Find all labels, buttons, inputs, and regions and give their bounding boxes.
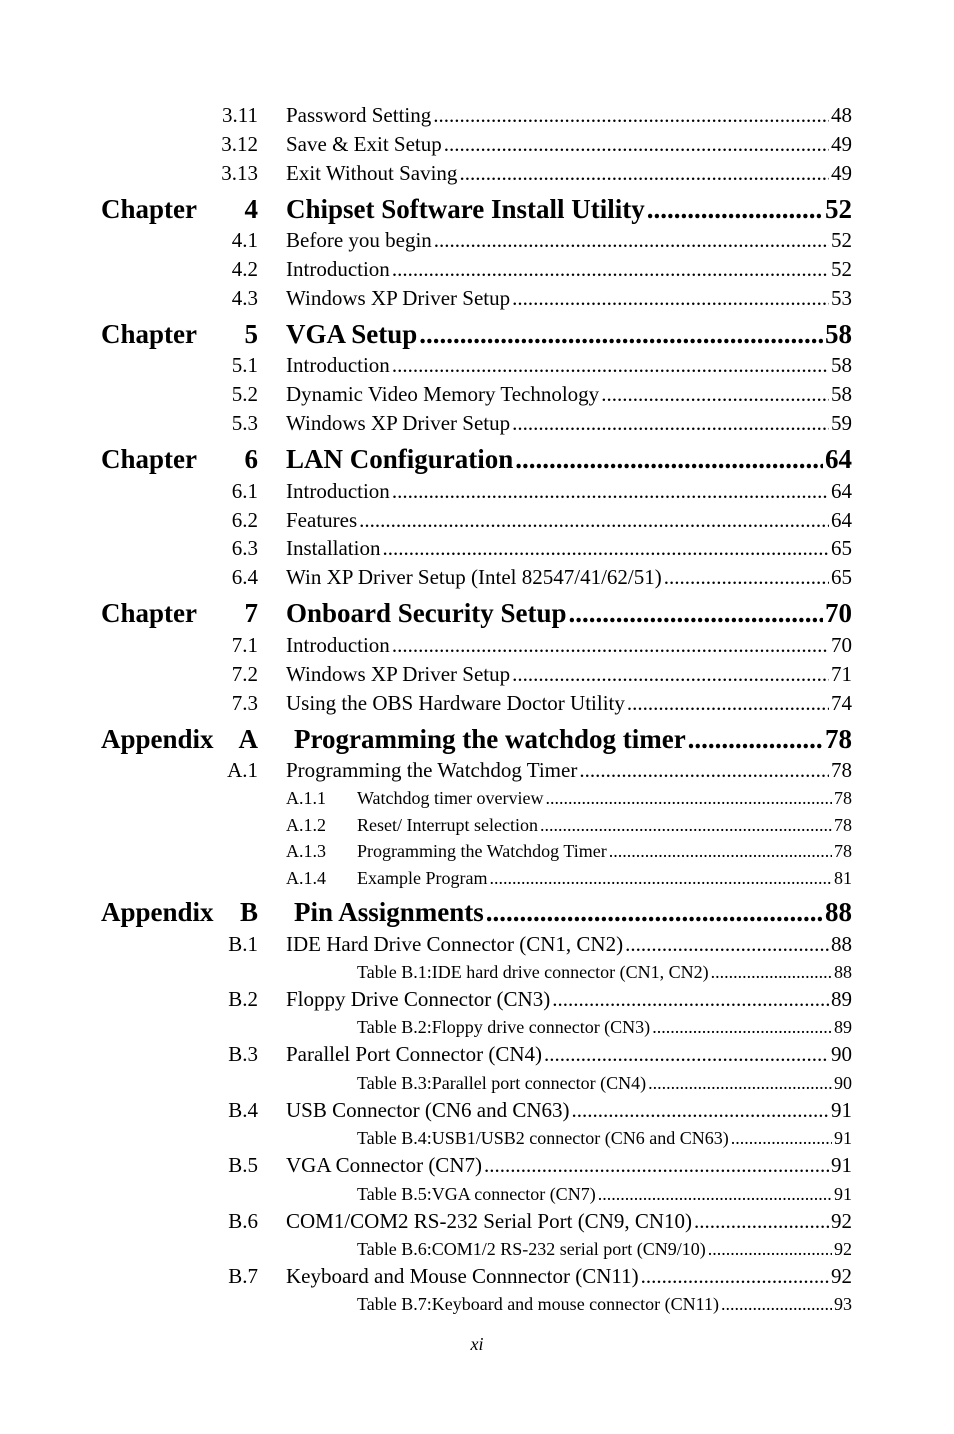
page-number: 58 [825, 319, 852, 349]
page-number: 74 [831, 691, 852, 715]
section-title: IDE Hard Drive Connector (CN1, CN2) [286, 932, 624, 956]
section-number: 6.1 [231, 479, 258, 503]
section-number: B.5 [228, 1153, 258, 1177]
appendix-label: Appendix [101, 897, 214, 927]
page-number: 88 [825, 897, 852, 927]
page-number: 90 [834, 1073, 852, 1093]
table-title: Table B.4:USB1/USB2 connector (CN6 and CN63) [357, 1128, 729, 1148]
section-number: B.7 [228, 1264, 258, 1288]
section-title: Features [286, 508, 358, 532]
chapter-title: VGA Setup [286, 319, 418, 349]
section-number: 7.1 [231, 633, 258, 657]
table-title: Table B.3:Parallel port connector (CN4) [357, 1073, 647, 1093]
subsection-number: A.1.4 [286, 868, 326, 888]
page-number: 58 [831, 382, 852, 406]
page-number: 65 [831, 536, 852, 560]
chapter-title: Chipset Software Install Utility [286, 194, 645, 224]
page-number: 64 [831, 508, 852, 532]
page-footer-number: xi [470, 1334, 484, 1354]
chapter-label: Chapter [101, 444, 197, 474]
appendix-letter: B [239, 897, 258, 927]
page-number: 70 [831, 633, 852, 657]
appendix-title: Programming the watchdog timer [294, 724, 686, 754]
subsection-title: Example Program [357, 868, 488, 888]
page-number: 78 [831, 758, 852, 782]
chapter-number: 5 [244, 319, 258, 349]
section-title: Windows XP Driver Setup [286, 286, 511, 310]
section-number: B.6 [228, 1209, 258, 1233]
section-title: Before you begin [286, 228, 432, 252]
page-number: 49 [831, 161, 852, 185]
section-number: 7.3 [231, 691, 258, 715]
section-title: Introduction [286, 257, 390, 281]
chapter-number: 4 [244, 194, 258, 224]
subsection-number: A.1.3 [286, 841, 326, 861]
page-number: 52 [825, 194, 852, 224]
appendix-letter: A [238, 724, 258, 754]
table-title: Table B.6:COM1/2 RS-232 serial port (CN9/10) [357, 1239, 706, 1259]
section-number: A.1 [227, 758, 258, 782]
chapter-label: Chapter [101, 598, 197, 628]
section-title: Introduction [286, 353, 390, 377]
page-number: 91 [831, 1098, 852, 1122]
section-number: B.4 [228, 1098, 258, 1122]
section-number: 4.1 [231, 228, 258, 252]
subsection-number: A.1.1 [286, 788, 326, 808]
section-title: Introduction [286, 479, 390, 503]
page-number: 93 [834, 1294, 852, 1314]
section-number: 4.3 [231, 286, 258, 310]
section-title: Keyboard and Mouse Connnector (CN11) [286, 1264, 639, 1288]
section-number: 4.2 [231, 257, 258, 281]
page-number: 64 [825, 444, 852, 474]
section-number: 5.3 [231, 411, 258, 435]
section-title: Password Setting [286, 103, 432, 127]
section-title: COM1/COM2 RS-232 Serial Port (CN9, CN10) [286, 1209, 693, 1233]
table-title: Table B.2:Floppy drive connector (CN3) [357, 1017, 651, 1037]
chapter-number: 7 [244, 598, 258, 628]
page-number: 64 [831, 479, 852, 503]
page-number: 65 [831, 565, 852, 589]
section-number: 5.2 [231, 382, 258, 406]
appendix-title: Pin Assignments [294, 897, 484, 927]
section-number: 6.2 [231, 508, 258, 532]
page-number: 88 [831, 932, 852, 956]
table-title: Table B.1:IDE hard drive connector (CN1, CN2) [357, 962, 709, 982]
section-number: 3.11 [222, 103, 258, 127]
page-number: 89 [834, 1017, 852, 1037]
page-number: 78 [834, 841, 852, 861]
page-number: 48 [831, 103, 852, 127]
subsection-number: A.1.2 [286, 815, 326, 835]
section-number: 3.12 [221, 132, 258, 156]
subsection-title: Programming the Watchdog Timer [357, 841, 607, 861]
page-number: 89 [831, 987, 852, 1011]
section-title: Save & Exit Setup [286, 132, 442, 156]
page-number: 58 [831, 353, 852, 377]
page-number: 91 [834, 1128, 852, 1148]
section-number: 6.4 [231, 565, 258, 589]
section-title: VGA Connector (CN7) [286, 1153, 482, 1177]
chapter-number: 6 [244, 444, 258, 474]
page-number: 70 [825, 598, 852, 628]
section-number: 6.3 [231, 536, 258, 560]
page-number: 91 [831, 1153, 852, 1177]
section-title: Parallel Port Connector (CN4) [286, 1042, 543, 1066]
table-title: Table B.7:Keyboard and mouse connector (CN11) [357, 1294, 719, 1314]
page-number: 88 [834, 962, 852, 982]
page-number: 78 [825, 724, 852, 754]
section-number: B.1 [228, 932, 258, 956]
page-number: 78 [834, 788, 852, 808]
section-title: Introduction [286, 633, 390, 657]
page-number: 81 [834, 868, 852, 888]
section-title: Win XP Driver Setup (Intel 82547/41/62/51) [286, 565, 662, 589]
section-number: B.3 [228, 1042, 258, 1066]
subsection-title: Reset/ Interrupt selection [357, 815, 538, 835]
section-number: B.2 [228, 987, 258, 1011]
section-number: 5.1 [231, 353, 258, 377]
section-title: Windows XP Driver Setup [286, 662, 511, 686]
page-number: 92 [834, 1239, 852, 1259]
section-title: Windows XP Driver Setup [286, 411, 511, 435]
page-number: 92 [831, 1209, 852, 1233]
page-number: 92 [831, 1264, 852, 1288]
table-title: Table B.5:VGA connector (CN7) [357, 1184, 596, 1204]
page-number: 90 [831, 1042, 852, 1066]
section-title: Using the OBS Hardware Doctor Utility [286, 691, 625, 715]
section-title: Exit Without Saving [286, 161, 458, 185]
page-number: 78 [834, 815, 852, 835]
page-number: 52 [831, 228, 852, 252]
page-number: 91 [834, 1184, 852, 1204]
section-number: 3.13 [221, 161, 258, 185]
appendix-label: Appendix [101, 724, 214, 754]
chapter-title: LAN Configuration [286, 444, 514, 474]
section-title: Installation [286, 536, 381, 560]
section-title: Floppy Drive Connector (CN3) [286, 987, 551, 1011]
chapter-title: Onboard Security Setup [286, 598, 567, 628]
page-number: 52 [831, 257, 852, 281]
section-title: Dynamic Video Memory Technology [286, 382, 600, 406]
chapter-label: Chapter [101, 194, 197, 224]
section-title: Programming the Watchdog Timer [286, 758, 578, 782]
page-number: 71 [831, 662, 852, 686]
page-number: 59 [831, 411, 852, 435]
chapter-label: Chapter [101, 319, 197, 349]
page-number: 53 [831, 286, 852, 310]
page-number: 49 [831, 132, 852, 156]
section-title: USB Connector (CN6 and CN63) [286, 1098, 570, 1122]
subsection-title: Watchdog timer overview [357, 788, 544, 808]
section-number: 7.2 [231, 662, 258, 686]
